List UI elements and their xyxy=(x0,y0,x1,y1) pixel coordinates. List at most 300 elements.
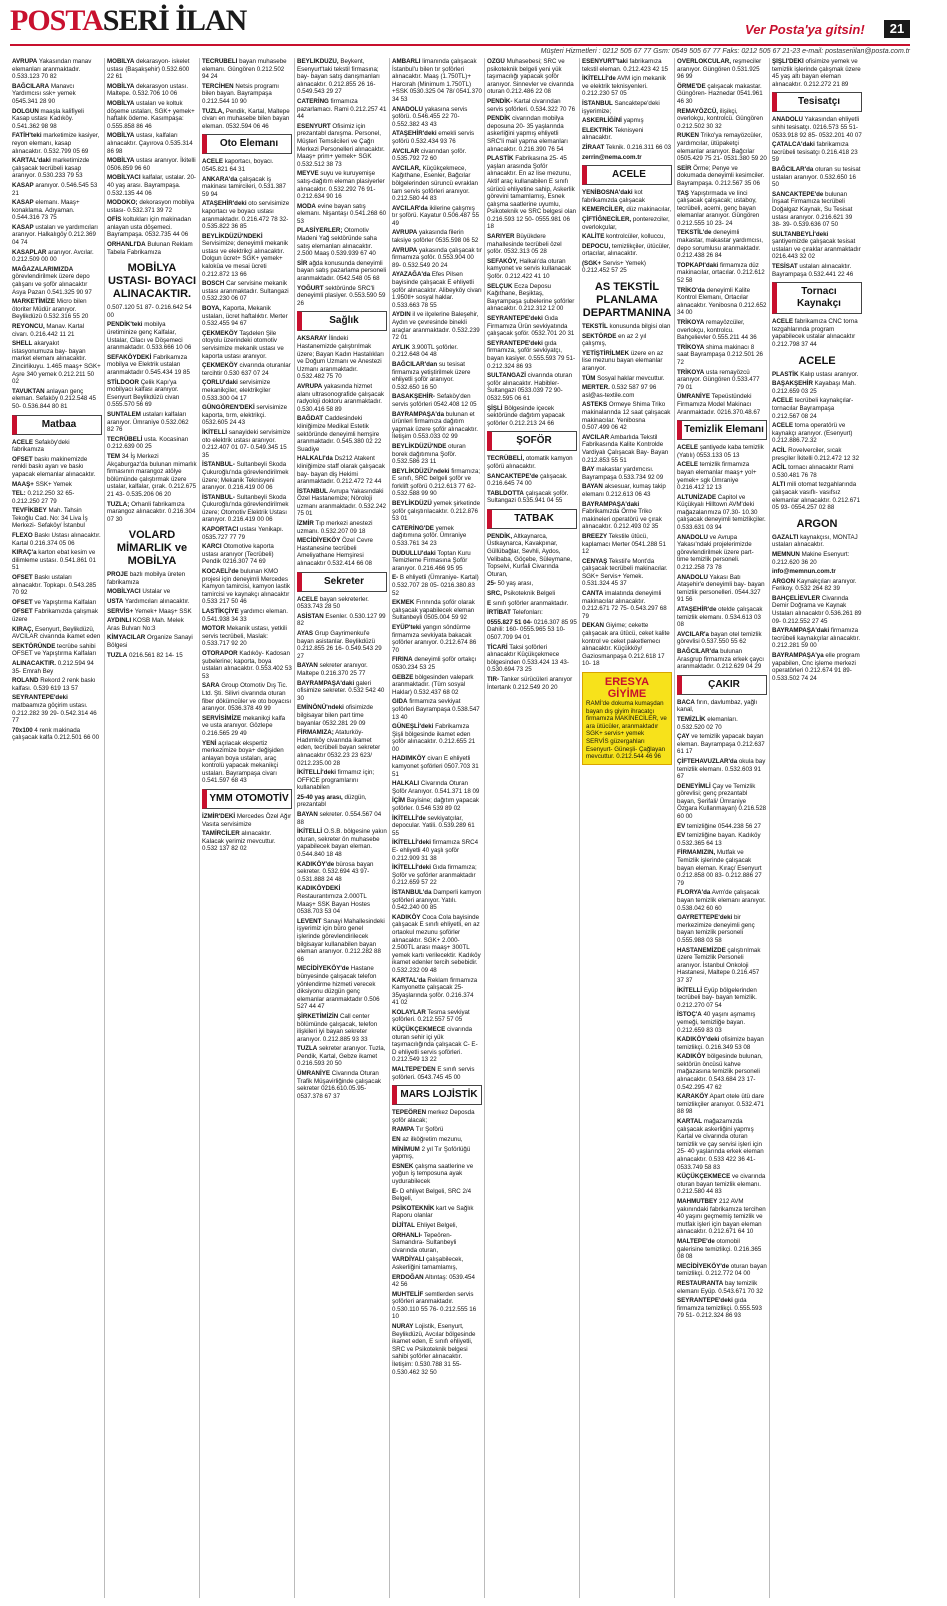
ad-keyword: TRİKOYA xyxy=(677,343,705,351)
ad-text: Mutfak ve Temizlik işlerinde çalışacak bayan eleman. Kıraç/ Esenyurt 0.212.858 00 83- 0.212.886 27 79 xyxy=(677,849,762,887)
classified-ad xyxy=(582,590,672,620)
classified-ad xyxy=(107,216,197,239)
ad-keyword: CATERİNG xyxy=(297,97,329,105)
section-heading: ŞOFÖR xyxy=(487,431,577,451)
classified-ad xyxy=(487,58,577,96)
ad-keyword: AKSARAY xyxy=(297,335,328,343)
ad-text: remayözcüler, overlokçu, kontrolcu. Bahçelievler 0.555.211 44 36 xyxy=(677,319,757,342)
ad-text: deneyimli makastar, makastar yardımcısı, depo sorumlusu aranmaktadır. 0.212.438 26 84 xyxy=(677,229,763,260)
ad-keyword: AVRUPA xyxy=(392,246,418,254)
ad-keyword: İKİTELLİ xyxy=(297,828,323,836)
ad-keyword: BAYRAMPAŞA'daki xyxy=(297,679,355,687)
ad-keyword: TRİKO'da xyxy=(677,286,705,294)
ad-keyword: SELÇUK xyxy=(487,282,513,290)
section-heading: VOLARD MİMARLIK ve MOBİLYA xyxy=(116,529,188,568)
classified-ad xyxy=(202,429,292,459)
ad-text: üzere en az lise mezunu bayan elemanlar aranıyor. xyxy=(582,349,664,373)
ad-keyword: KASAP xyxy=(12,181,34,189)
classified-ad xyxy=(677,1011,767,1034)
classified-ad xyxy=(107,304,197,319)
ad-text: Sanayi Mahallesindeki işyerimiz için büro genel işlerinde görevlendirilecek bilgisayar kullanabilen bayan eleman aranıyor. 0.212.282 88 66 xyxy=(297,917,385,963)
ad-keyword: ANADOLU xyxy=(677,573,708,581)
ad-keyword: İZMİR'DEKİ xyxy=(202,813,236,821)
ad-text: Avrupa Yakasındaki Özel Hastanemize; Nöroloji uzmanı aranmaktadır. 0.532.242 75 01 xyxy=(297,487,387,518)
classified-ad xyxy=(772,263,862,278)
ad-text: ustaları alınacaktır. Bayrampaşa 0.532.441 22 46 xyxy=(772,263,854,278)
classified-ad xyxy=(202,830,292,853)
section-heading: TATBAK xyxy=(487,509,577,529)
ad-text: düz makinacılar, xyxy=(624,206,672,214)
ad-text: sektöründe SRC'li deneyimli plasiyer. 0.553.590 59 26 xyxy=(297,284,386,307)
ad-keyword: AYAZAĞA'da xyxy=(392,271,431,279)
ad-keyword: DUDULLU'daki xyxy=(392,549,436,557)
classified-ad xyxy=(772,380,862,395)
ad-text: Yapıştırmada ve linci çalışacak çalışacak; ustaboy, tecrübeli, acemi, genç bayan elemanlar aranıyor. Güngören 0.212.555 10 23- 24 xyxy=(677,189,760,227)
classified-ad xyxy=(12,58,102,81)
section-heading: MOBİLYA USTASI- BOYACI ALINACAKTIR. xyxy=(107,262,196,301)
classified-ad xyxy=(772,166,862,189)
ad-keyword: OTORAPOR xyxy=(202,649,238,657)
ad-text: az ilköğretim mezunu, xyxy=(400,1136,463,1143)
classified-ad xyxy=(487,676,577,691)
ad-keyword: BAĞCILAR'da xyxy=(772,165,814,173)
ad-text: Makine Esenyurt: 0.212.620 36 20 xyxy=(772,550,850,566)
ad-keyword: E xyxy=(487,599,492,607)
ad-text: Manavcı Yardımcısı ssk+ yemek 0545.341 28 90 xyxy=(12,82,76,105)
ad-keyword: KİMYACILAR xyxy=(107,634,146,642)
ad-keyword: RESTAURANTA xyxy=(677,1279,724,1287)
ad-text: fabrikamıza tecrübeli tesisatçı 0.216.418 23 59 xyxy=(772,141,858,164)
ad-text: bayan muhasebe elemanı. Güngören 0.212.502 94 24 xyxy=(202,58,287,81)
ad-keyword: İSTANBUL xyxy=(582,99,613,107)
ad-keyword: KALİTE xyxy=(582,233,605,241)
ad-keyword: İKİTELLİ xyxy=(202,428,228,436)
classified-ad xyxy=(297,729,387,767)
classified-ad xyxy=(582,401,672,431)
ad-text: Grup Gayrimenkul'e bayan asistanlar. Beylikdüzü 0.212.855 26 16- 0.549.543 29 27 xyxy=(297,630,382,660)
classified-ad xyxy=(487,600,577,608)
ad-keyword: YOĞURT xyxy=(297,284,324,292)
classified-ad xyxy=(297,455,387,485)
ad-text: Tepeören- Samandıra- Sultanbeyli civarında oturan, xyxy=(392,1231,457,1254)
classified-ad xyxy=(202,682,292,712)
classified-ad xyxy=(107,608,197,616)
classified-ad xyxy=(202,461,292,491)
ad-keyword: BASAKŞEHİR- xyxy=(392,393,435,401)
classified-ad xyxy=(202,379,292,402)
classified-ad xyxy=(392,1274,482,1289)
classified-ad xyxy=(392,864,482,887)
ad-keyword: ŞİŞLİ'DEKİ xyxy=(772,58,804,65)
classified-ad xyxy=(392,165,482,203)
classified-ad xyxy=(582,189,672,204)
classified-ad xyxy=(677,165,767,188)
classified-ad xyxy=(12,132,102,155)
ad-keyword: BAYRAMPAŞA'da xyxy=(392,410,445,418)
posta-seri-ilan-logo xyxy=(10,6,246,36)
ad-keyword: SRC, xyxy=(487,590,502,598)
classified-ad xyxy=(392,500,482,523)
ad-text: ve temizlik yapacak bayan eleman. Bayrampaşa 0.212.637 61 17 xyxy=(677,733,765,756)
classified-ad xyxy=(107,58,197,81)
ad-text: fırın, davlumbaz, yağlı kanal, xyxy=(677,698,758,714)
ad-text: Ehliyet Belgeli, xyxy=(414,1221,458,1229)
ad-text: Sefaköy'den servis şoförleri 0542.408 12 05 xyxy=(392,393,477,408)
ad-keyword: EN xyxy=(392,1136,401,1143)
ad-text: Ds212 Atakent kliniğimize staff olarak çalışacak bay- bayan diş Hekimi aranmaktadır. 0.212.472 72 44 xyxy=(297,455,385,486)
ad-keyword: BREEZY xyxy=(582,532,608,540)
ad-keyword: SEKTÖRDE xyxy=(582,332,617,340)
classified-ad xyxy=(12,108,102,131)
ad-text: Coca Cola bayisinde çalışacak E sınıfı ehliyetli, en az ortaokul mezunu şoförler alınacaktır. SGK+ 2.000- 2.500TL arası maaş+ 300TL yemek kartı verilecektir. Kadıköy ikamet edenler tercih sebebidir. 0.532.232 09 48 xyxy=(392,913,481,974)
ad-text: temizliğine 0544.238 56 27 xyxy=(685,822,761,830)
ad-keyword: AVRUPA xyxy=(12,58,38,65)
ad-keyword: BACA xyxy=(677,698,695,706)
ad-keyword: TRİKOYA xyxy=(677,319,705,326)
ad-keyword: BAYAN xyxy=(297,662,318,670)
ad-keyword: KAPORTACI xyxy=(202,526,239,534)
ad-text: bay temizlik elemanı Eyüp. 0.543.671 70 32 xyxy=(677,1279,764,1295)
classified-ad xyxy=(297,227,387,257)
ad-text: limanında çalışacak İstanbul'u bilen tır şoförleri alınacaktır. Maaş (1.750TL)+ Harcırah (Minimum 1.750TL) +SSK 0530.325 04 78/ 0541.370 34 53 xyxy=(392,58,482,103)
ad-keyword: ÜMRANİYE xyxy=(297,1070,331,1078)
classified-ad xyxy=(12,660,102,675)
ad-keyword: MAAŞ+ xyxy=(12,480,34,488)
classified-ad xyxy=(772,318,862,348)
ad-keyword: EV xyxy=(677,832,686,840)
ad-text: emekli servis şoförü 0.532.434 93 76 xyxy=(392,130,475,145)
classified-ad xyxy=(392,723,482,753)
ad-text: Tepeüstündeki Firmamıza Model Makinacı Aranmaktadır. 0216.370.48.67 xyxy=(677,393,761,416)
classified-ad xyxy=(107,411,197,434)
classified-ad xyxy=(202,200,292,230)
ad-keyword: TUZLA xyxy=(107,651,128,659)
ad-keyword: NURAY xyxy=(392,1323,414,1331)
ad-keyword: EKMEK xyxy=(392,599,415,607)
ad-text: Bayisine; dağıtım yapacak şoförler. 0.546 539 89 02 xyxy=(392,797,480,813)
classified-ad xyxy=(12,599,102,607)
classified-ad xyxy=(297,680,387,703)
ad-keyword: YENİ xyxy=(202,739,217,747)
ad-keyword: MİNİMUM xyxy=(392,1145,420,1153)
classified-ad xyxy=(392,1136,482,1144)
ad-text: shima makinacı 8 saat Bayrampaşa 0.212.501 26 72 xyxy=(677,343,763,366)
ad-text: makastar yardımcısı. Bayrampaşa 0.533.734 92 09 xyxy=(582,466,664,481)
ad-keyword: SEİR xyxy=(677,164,692,172)
ad-text: Fabrikamıza mobilya ve Elektrik ustaları aranmaktadır 0.545.434 19 85 xyxy=(107,353,190,376)
ad-text: Sultanbeyli Skoda Çukuroğlu'nda görevlendirilmek üzere; Mekanik Teknisyeni aranıyor. 0.216.419 00 06 xyxy=(202,461,289,492)
ad-text: kot fabrikamızda çalışacak xyxy=(582,189,645,204)
classified-ad xyxy=(582,375,672,383)
page-number: 21 xyxy=(884,20,910,38)
ad-text: ustası, kalfaları alınacaktır. Çayırova 0.535.314 86 98 xyxy=(107,132,193,155)
classified-ad xyxy=(392,443,482,466)
ad-text: kaportacı, boyacı. 0545.821 64 31 xyxy=(202,158,274,173)
ad-keyword: DEPOCU, xyxy=(582,242,611,250)
ad-keyword: OFSET xyxy=(12,608,33,616)
ad-text: Efes Pilsen bayisinde çalışacak E ehliyetli şoför alınacaktır. Alibeyköy civarı 1.950tl+ sosyal haklar. 0.533.663 78 55 xyxy=(392,271,482,309)
ad-keyword: GÜNGÖREN'DEKİ xyxy=(202,404,255,412)
ad-keyword: ACELE xyxy=(202,158,223,166)
classified-ad xyxy=(392,1163,482,1186)
classified-ad xyxy=(107,453,197,499)
ad-keyword: zerrin@nema.com.tr xyxy=(582,153,642,161)
classified-ad xyxy=(677,369,767,392)
ad-keyword: ALTUNİZADE xyxy=(677,493,717,501)
classified-ad xyxy=(582,117,672,125)
ad-keyword: AYDIN xyxy=(392,311,411,319)
ad-text: Yakasından ehliyetli sıhhi tesisatçı. 0216.573 55 51- 0533.918 92 85- 0532.201 40 07 xyxy=(772,116,862,139)
ad-text: Hastane bünyesinde çalışacak telefon yönlendirme hizmeti verecek diksiyonu düzgün genç elemanlar aranmaktadır 0.506 527 44 47 xyxy=(297,965,380,1011)
ad-keyword: BAYRAMPAŞA'ya xyxy=(772,652,824,660)
ad-keyword: SEYRANTEPE'deki xyxy=(487,315,543,322)
classified-ad xyxy=(392,1188,482,1203)
ad-text: kalfalar, ustalar. 20- 40 yaş arası. Bayrampaşa. 0.532.135 44 06 xyxy=(107,174,196,197)
ad-keyword: TECRÜBELİ, xyxy=(487,455,525,463)
classified-ad xyxy=(392,1205,482,1220)
ad-keyword: TAMİRCİLER xyxy=(202,830,240,838)
ad-keyword: SEYRANTEPE'deki xyxy=(487,339,543,347)
ad-text: şantiyede kaba temizlik (Yatılı) 0553.133 05 13 xyxy=(677,444,764,459)
classified-ad xyxy=(582,323,672,331)
ad-keyword: AVCILAR xyxy=(582,433,610,441)
ad-keyword: ÇAY xyxy=(677,733,690,741)
classified-ad xyxy=(297,488,387,518)
ad-text: okula bay temizlik elemanı. 0.532.603 91 67 xyxy=(677,757,766,781)
ad-text: Yakasından manav elemanları aranmaktadır. 0.533.123 70 82 xyxy=(12,58,92,81)
ad-text: Apart otele ütü dare temizlikçiler aranıyor. 0.532.471 88 98 xyxy=(677,1093,765,1116)
ad-keyword: KARAKÖY xyxy=(677,1093,709,1101)
classified-ad xyxy=(677,1053,767,1091)
ad-text: civarından mobilya deposuna 20- 35 yaşlarında askerliğini yapmış ehliyetli SRC'li mail yapma elemanları alınacaktır. 0.216.390 76 54 xyxy=(487,115,568,153)
ad-text: Baskı Ustası alınacaktır. Kartal 0.216.374 05 06 xyxy=(12,532,101,547)
ad-keyword: KARCI xyxy=(202,543,222,551)
classified-ad xyxy=(392,130,482,145)
ad-keyword: RAMPA xyxy=(392,1126,415,1134)
classified-ad xyxy=(772,191,862,229)
ad-text: tecrübe sahibi OFSET ve Yapıştırma Kalfaları xyxy=(12,642,97,658)
classified-ad xyxy=(12,626,102,641)
classified-ad xyxy=(677,1173,767,1196)
logo-seri-ilan-text: SERİ İLAN xyxy=(102,4,247,37)
classified-ad xyxy=(392,674,482,697)
ad-keyword: EYÜP'teki xyxy=(392,623,421,631)
ad-keyword: AYDINLI xyxy=(107,617,132,625)
ad-keyword: SHELL xyxy=(12,340,33,348)
ad-text: açılacak ekspertiz merkezimize boya+ değişiden anlayan boya ustaları, araç kontrolü yapacak mekanikçi ustaları. Bayrampaşa civarı 0.541.597 68 43 xyxy=(202,739,284,785)
ad-keyword: SİR xyxy=(297,259,308,267)
ad-keyword: ACELE xyxy=(12,438,33,446)
classified-ad xyxy=(12,727,102,742)
ad-text: B ehliyetli (Ümraniye- Kartal) 0.532.707 28 05- 0216.380.83 52 xyxy=(392,574,479,597)
ad-text: yardımcı eleman. 0.541.938 34 33 xyxy=(202,608,288,623)
classified-ad xyxy=(582,216,672,231)
classified-ad xyxy=(487,490,577,505)
classified-ad xyxy=(772,627,862,650)
classified-ad xyxy=(487,405,577,428)
classified-ad xyxy=(677,823,767,831)
ad-keyword: İZMİR xyxy=(297,520,314,528)
classified-column xyxy=(770,58,864,1598)
ad-text: firmamıza düz makinacılar, ortacılar. 0.212.612 52 58 xyxy=(677,261,765,285)
section-heading: Tesisatçı xyxy=(772,92,862,112)
ad-text: 212 AVM yakınındaki fabrikamıza tercihen 40 yaşını geçmemiş temizlik ve mutfak işleri için bayan eleman alınacaktır. 0.212.671 64 10 xyxy=(677,1197,766,1236)
ad-keyword: AVRUPA xyxy=(297,382,323,390)
classified-ad xyxy=(12,532,102,547)
classified-ad xyxy=(392,1146,482,1161)
classified-ad xyxy=(392,977,482,1007)
ad-text: ve civarında oturan bayan temizlik elemanı. 0.212.580 44 83 xyxy=(677,1173,766,1196)
ad-text: Tekstil'e Mont'da çalışacak tecrübeli makinacılar. SGK+ Servis+ Yemek. 0.531.324 45 37 xyxy=(582,557,668,588)
ad-text: 0.212.594 94 35- Emrah Bey xyxy=(12,659,94,675)
ad-keyword: SARIYER xyxy=(487,233,515,241)
classified-ad xyxy=(677,987,767,1010)
section-heading: Sağlık xyxy=(297,311,387,331)
ad-keyword: İSTANBUL xyxy=(297,487,328,495)
classified-ad xyxy=(107,501,197,524)
ad-keyword: EMİNÖNÜ'ndeki xyxy=(297,704,344,712)
ad-keyword: BAHÇELİEVLER xyxy=(772,594,821,602)
classified-ad xyxy=(297,520,387,535)
classified-ad xyxy=(297,613,387,628)
ad-keyword: AYAS xyxy=(297,630,314,637)
ad-text: 34 İş Merkezi Akçaburgaz'da bulunan mimarlık firmasının marangoz atölye bölümünde çalıştırmak üzere ustalar, kalfalar, çırak. 0.212.675 21 43- 0.535.206 06 20 xyxy=(107,452,197,498)
ad-text: 0.532 587 97 96 asl@as-textile.com xyxy=(582,384,657,399)
classified-ad xyxy=(392,889,482,912)
ad-keyword: TEM xyxy=(107,452,121,460)
ad-text: suyu ve kuruyemişe satış-dağıtım eleman plasiyerler alınacaktır. 0.532.292 76 91- 0.212.634 90 16 xyxy=(297,170,385,201)
classified-ad xyxy=(487,580,577,588)
ad-keyword: BEYLİKDÜZÜ'NDEKİ xyxy=(202,232,263,240)
classified-ad xyxy=(202,608,292,623)
classified-ad xyxy=(392,411,482,441)
ad-text: Orhanli fabrikamıza marangoz alınacaktır. 0.216.304 07 30 xyxy=(107,500,196,523)
classified-ad xyxy=(677,716,767,731)
ad-keyword: İKİTELLİ'deki xyxy=(297,769,336,777)
ad-keyword: TÜM xyxy=(582,374,596,382)
ad-text: gıda firmamıza, şoför sevkiyatçı, bayan kasiyer. 0.555.593 79 51- 0.212.324 86 93 xyxy=(487,339,576,370)
ad-keyword: ÇİFTEHAVUZLAR'da xyxy=(677,757,738,765)
ad-keyword: VARDİYALI xyxy=(392,1256,425,1264)
ad-text: firmamıza sevkiyat şoförleri Bayrampaşa 0.538.547 13 40 xyxy=(392,698,480,721)
classified-ad xyxy=(487,258,577,281)
classified-ad xyxy=(677,606,767,629)
ad-keyword: HASTANEMİZDE xyxy=(677,946,726,954)
ad-keyword: ZİRAAT xyxy=(582,143,605,151)
ad-text: maaşla kalifiyeli Kasap ustası Kadıköy. 0.541.362 98 98 xyxy=(12,107,84,130)
ad-text: temizlikçiler, ütücüler, ortacılar, alınacaktır. xyxy=(582,242,671,258)
classified-ad xyxy=(392,106,482,129)
classified-ad xyxy=(677,287,767,317)
ad-text: Micro bilen ötoriter Müdür aranıyor. Beylikdüzü 0.532.316 55 20 xyxy=(12,298,89,321)
ad-text: Damperli kamyon şoförleri aranıyor. Yatılı. 0.542.240 00 85 xyxy=(392,888,482,912)
ad-text: çalıştırılmak üzere Temizlik Personeli aranıyor. İstanbul Onkoloji Hastanesi, Maltepe 0.216.457 37 37 xyxy=(677,946,761,984)
classified-ad xyxy=(392,624,482,654)
classified-column xyxy=(675,58,770,1598)
classified-ad xyxy=(297,170,387,200)
ad-keyword: BAYAN xyxy=(297,811,318,819)
ad-text: Yakası Batı Ataşehir'e deneyimli bay- bayan temizlik personelleri. 0544.327 91 56 xyxy=(677,573,765,604)
classified-ad xyxy=(392,914,482,975)
section-heading: MARS LOJİSTİK xyxy=(392,1085,482,1105)
ad-text: çalışacak. 0.216.645 74 00 xyxy=(487,472,568,488)
classified-ad xyxy=(677,534,767,572)
ad-text: mobilya üretiminize genç Kalfalar, Ustalar, Cilacı ve Döşemeci aranmaktadır. 0.533.666 10 06 xyxy=(107,321,192,352)
ad-keyword: PENDİK'teki xyxy=(107,321,143,329)
ad-keyword: GAYRETTEPE'deki xyxy=(677,914,733,922)
ad-text: bulunan et ürünleri firmamıza dağıtım yapmak üzere şoför alınacaktır. İletişim 0.553.033 02 99 xyxy=(392,410,478,441)
ad-keyword: KARTAL'da xyxy=(392,976,426,984)
ad-keyword: SERVİS+ xyxy=(107,607,134,615)
ad-text: Örme; Penye ve dokumada deneyimli kesimciler. Bayrampaşa. 0.212.567 35 06 xyxy=(677,164,765,187)
classified-ad xyxy=(582,154,672,162)
ad-text: otelde çalışacak temizlik elemanı. 0.534.613 03 08 xyxy=(677,606,763,629)
ad-text: dekorasyon mobilya ustası- 0.532.371 39 72 xyxy=(107,199,195,214)
classified-ad xyxy=(677,262,767,285)
classified-ad xyxy=(202,305,292,328)
ad-text: 3.900TL şoförler. 0.212.648 04 48 xyxy=(392,343,458,359)
classified-ad xyxy=(487,455,577,470)
classified-ad xyxy=(582,333,672,348)
section-heading: ACELE xyxy=(798,354,836,367)
ad-keyword: SEYRANTEPE'deki xyxy=(677,1297,733,1305)
ad-text: firmamıza; E sınıfı, SRC belgeli şoför ve forklift şoförü 0.212.613 77 62- 0.532.588 99 90 xyxy=(392,467,481,498)
classified-ad xyxy=(12,643,102,658)
ad-text: bir merkezimize deneyimli genç bayan temizlik personeli 0.555.988 03 58 xyxy=(677,914,755,944)
classified-ad xyxy=(677,832,767,847)
ad-text: sekreter aranıyor. Maltepe 0.216.370 25 77 xyxy=(297,662,368,677)
ad-text: Esenyurt, Beylikdüzü, AVCILAR civarında ikamet eden xyxy=(12,625,101,641)
ad-text: anlayan genç eleman. Sefaköy 0.212.548 45 50- 0.536.844 80 81 xyxy=(12,387,96,410)
ad-keyword: 0555.827 51 04- xyxy=(487,618,533,626)
ad-text: Muhasebesi; SRC ve psikoteknik belgeli yeni yük taşımacılığı yapacak şoför aranıyor. Sinnevler ve civarında oturan 0.212.486 22 08 xyxy=(487,58,574,96)
ad-text: Tıp merkezi anestezi uzmanı. 0.532.207 09 18 xyxy=(297,520,373,535)
ad-text: civarında oturan sehir içi yük taşımacılığında çalışacak C- E- D ehliyetli servis şoförleri. 0.212.549 13 22 xyxy=(392,1026,478,1064)
classified-ad xyxy=(677,108,767,131)
ad-keyword: İKİTELLİ'deki xyxy=(392,864,431,872)
ad-keyword: DOLGUN xyxy=(12,107,39,115)
ad-keyword: HALKALI'da xyxy=(297,455,333,463)
classified-ad xyxy=(772,371,862,379)
ad-text: çalışabilecek, Askerliğini tamamlamış, xyxy=(392,1256,464,1271)
classified-ad xyxy=(202,158,292,173)
classified-ad xyxy=(772,578,862,593)
ad-text: Sefaköy'deki fabrikamıza xyxy=(12,438,70,454)
ad-keyword: ACELE xyxy=(677,461,698,469)
classified-ad xyxy=(392,344,482,359)
ad-text: sekreter aranıyor. Tuzla, Pendik, Kartal, Gebze ikamet 0.216.593 20 50 xyxy=(297,1045,386,1068)
ad-text: Taksi şoförleri alınacaktır Küçükçekmece bölgesinden 0.533.424 13 43- 0.530.694 73 25 xyxy=(487,643,569,674)
ad-keyword: KADIKÖY xyxy=(677,1053,706,1061)
ad-text: düzgün, prezantabl xyxy=(297,793,367,809)
classified-ad xyxy=(487,590,577,598)
classified-ad xyxy=(12,323,102,338)
ad-text: Call center bölümünde çalışacak, telefon ilişkileri iyi bayan sekreter aranıyor. 0.212.885 93 33 xyxy=(297,1012,378,1043)
classified-ad xyxy=(392,1109,482,1124)
ad-keyword: REMAYÖZCÜ, xyxy=(677,107,719,115)
ad-text: Özel Cevre Hastanesine tecrübeli Ameliyathane Hemşiresi alınacaktır 0.532.414 66 08 xyxy=(297,537,373,568)
classified-ad xyxy=(487,619,577,642)
classified-ad xyxy=(392,797,482,812)
ad-keyword: 25-40 yaş arası, xyxy=(297,793,343,801)
classified-ad xyxy=(677,889,767,912)
classified-ad xyxy=(772,447,862,462)
classified-ad xyxy=(582,384,672,399)
ad-text: temizliğine bayan. Kadıköy 0.532.365 64 13 xyxy=(677,832,761,847)
ad-text: firmamıza tecrübeli kaynakçılar alınacaktır. 0.212.281 59 00 xyxy=(772,627,861,650)
classified-ad xyxy=(487,283,577,313)
ad-keyword: ATAŞEHİR'deki xyxy=(392,130,437,138)
